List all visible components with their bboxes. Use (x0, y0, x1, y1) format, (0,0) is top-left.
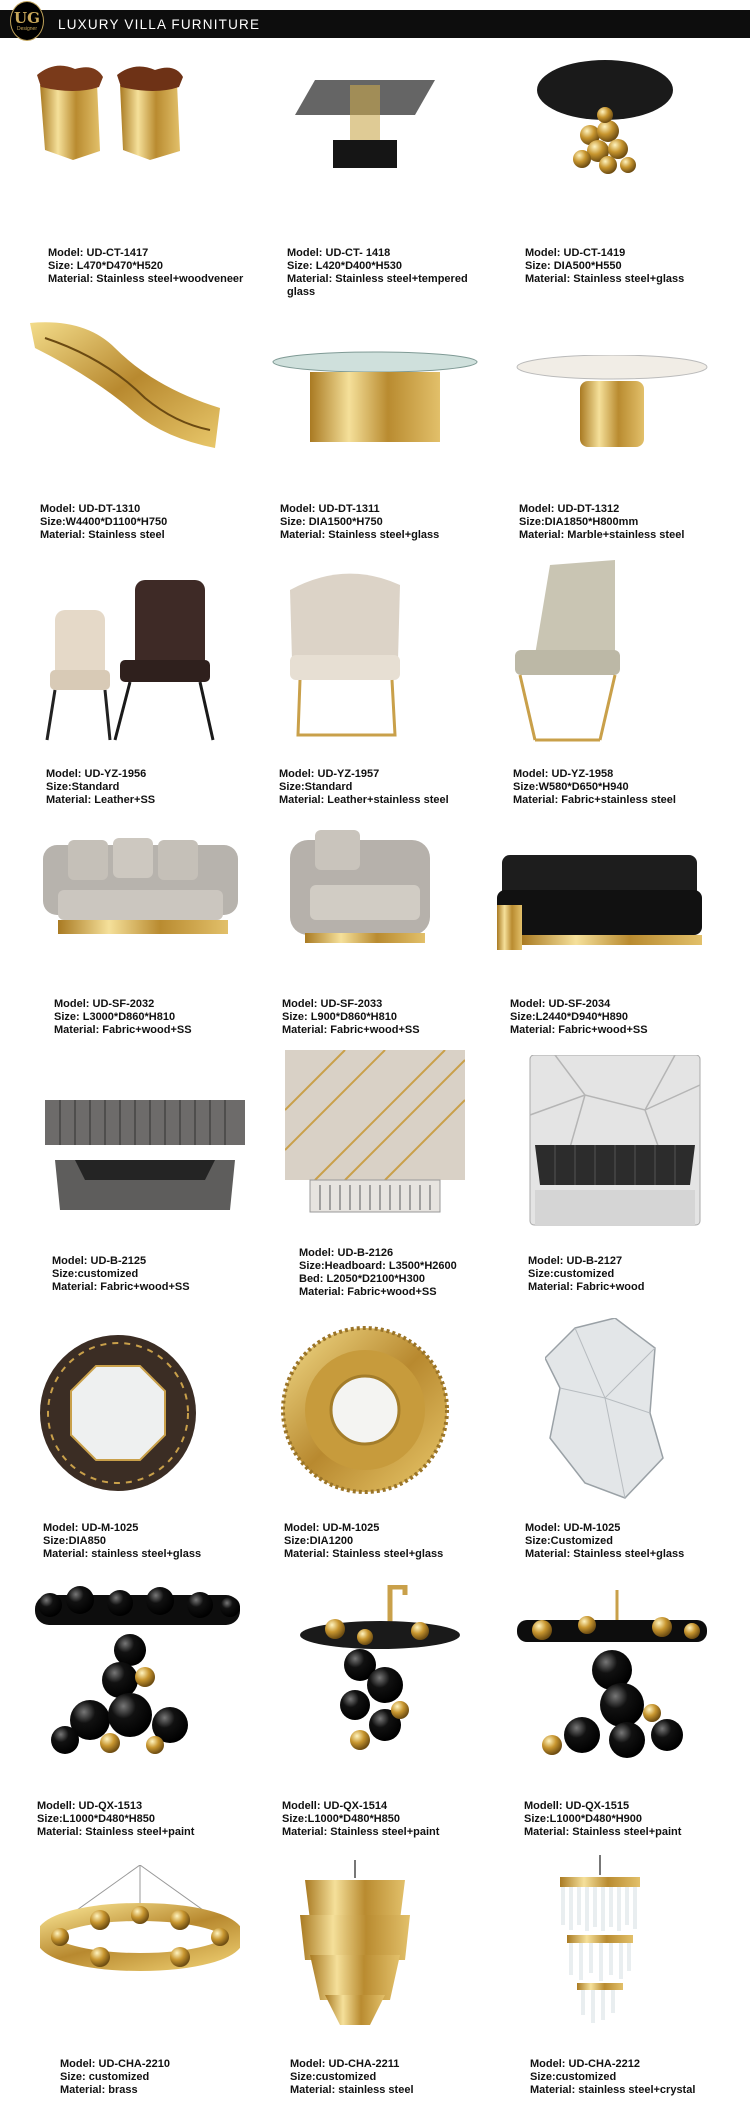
model-number: Model: UD-CT-1419 (525, 247, 626, 259)
product-caption (528, 1255, 644, 1294)
model-number: Model: UD-YZ-1956 (46, 768, 147, 780)
product-caption (279, 768, 449, 807)
material-spec: Material: Stainless steel+glass (280, 529, 440, 541)
tiered-chandelier-icon (295, 1860, 415, 2030)
crystal-chandelier-icon (555, 1855, 645, 2035)
side-table-pair-icon (25, 55, 205, 165)
ring-chandelier-icon (40, 1865, 240, 1975)
size-spec: Size:customized (528, 1268, 615, 1280)
product-caption (525, 1522, 684, 1561)
size-spec: Size:customized (52, 1268, 139, 1280)
material-spec: Material: Stainless steel+paint (37, 1826, 195, 1838)
model-number: Model: UD-B-2127 (528, 1255, 623, 1267)
product-caption (513, 768, 676, 807)
size-spec: Size:Standard (279, 781, 353, 793)
channel-bed-icon (45, 1090, 245, 1220)
material-spec: Material: Fabric+wood (528, 1281, 645, 1293)
size-spec: Size:Customized (525, 1535, 614, 1547)
size-spec: Size: L900*D860*H810 (282, 1011, 397, 1023)
model-number: Model: UD-DT-1312 (519, 503, 620, 515)
size-spec: Size:DIA1850*H800mm (519, 516, 639, 528)
octagon-mirror-icon (38, 1333, 198, 1493)
product-card (38, 830, 248, 1020)
size-spec: Size:DIA850 (43, 1535, 106, 1547)
size-spec: Size: customized (60, 2071, 150, 2083)
black-sofa-icon (492, 850, 707, 960)
size-spec: Size:Standard (46, 781, 120, 793)
size-spec: Size: DIA1500*H750 (280, 516, 383, 528)
product-caption (530, 2058, 695, 2097)
model-number: Model: UD-SF-2033 (282, 998, 383, 1010)
material-spec: Material: Fabric+wood+SS (299, 1286, 437, 1298)
size-spec: Size:Headboard: L3500*H2600 (299, 1260, 457, 1272)
bubble-console-icon (30, 1585, 245, 1760)
product-caption (60, 2058, 170, 2097)
shard-mirror-icon (545, 1318, 665, 1503)
model-number: Model: UD-YZ-1957 (279, 768, 380, 780)
model-number: Modell: UD-QX-1513 (37, 1800, 143, 1812)
size-spec: Size: L3000*D860*H810 (54, 1011, 176, 1023)
material-spec: Material: Stainless steel+tempered (287, 273, 468, 285)
logo-subtext: Designer (16, 26, 37, 32)
model-number: Model: UD-YZ-1958 (513, 768, 614, 780)
product-caption (525, 247, 684, 286)
material-spec: Material: Fabric+wood+SS (52, 1281, 190, 1293)
panel-bed-icon (285, 1050, 465, 1220)
product-caption (37, 1800, 194, 1839)
material-spec: Material: Stainless steel+glass (525, 1548, 685, 1560)
product-caption (43, 1522, 201, 1561)
model-number: Model: UD-CT-1417 (48, 247, 149, 259)
material-spec: Material: Stainless steel+woodveneer (48, 273, 244, 285)
material-spec: Material: stainless steel+crystal (530, 2084, 696, 2096)
size-spec: Size:customized (290, 2071, 377, 2083)
product-caption (52, 1255, 190, 1294)
material-spec: Material: Fabric+wood+SS (54, 1024, 192, 1036)
size-spec: Size:DIA1200 (284, 1535, 354, 1547)
model-number: Modell: UD-QX-1514 (282, 1800, 388, 1812)
model-number: Model: UD-CHA-2212 (530, 2058, 641, 2070)
product-card (290, 1585, 480, 1820)
model-number: Model: UD-DT-1311 (280, 503, 380, 515)
product-caption (282, 1800, 439, 1839)
material-spec: Material: Fabric+wood+SS (510, 1024, 648, 1036)
velvet-chair-icon (505, 560, 635, 750)
product-caption (48, 247, 243, 286)
product-card (520, 55, 700, 265)
product-caption (290, 2058, 414, 2097)
product-caption (282, 998, 420, 1037)
material-spec: Material: Stainless steel+glass (525, 273, 685, 285)
size-spec: Size:customized (530, 2071, 617, 2083)
product-card (30, 1585, 245, 1820)
material-spec: Material: Stainless steel+paint (524, 1826, 682, 1838)
material-spec: Material: stainless steel (290, 2084, 414, 2096)
model-number: Model: UD-CHA-2211 (290, 2058, 400, 2070)
material-spec-cont: glass (287, 286, 316, 298)
product-card (40, 1865, 240, 2075)
leather-chairs-icon (45, 575, 230, 745)
sphere-side-table-icon (520, 55, 690, 175)
model-number: Model: UD-B-2126 (299, 1247, 394, 1259)
material-spec: Material: Stainless steel (40, 529, 165, 541)
material-spec: Material: brass (60, 2084, 138, 2096)
bubble-washbasin-icon (290, 1585, 470, 1760)
material-spec: Material: stainless steel+glass (43, 1548, 202, 1560)
product-caption (524, 1800, 681, 1839)
material-spec: Material: Marble+stainless steel (519, 529, 685, 541)
product-card (512, 1585, 717, 1820)
round-glass-dining-table-icon (270, 350, 480, 460)
model-number: Modell: UD-QX-1515 (524, 1800, 630, 1812)
glass-side-table-icon (285, 55, 445, 170)
product-card (295, 1860, 465, 2075)
material-spec: Material: Stainless steel+paint (282, 1826, 440, 1838)
bubble-vanity-icon (512, 1585, 712, 1760)
model-number: Model: UD-DT-1310 (40, 503, 141, 515)
product-card (285, 825, 445, 1020)
size-spec: Size: L420*D400*H530 (287, 260, 402, 272)
product-card (285, 55, 465, 265)
sunburst-mirror-icon (280, 1325, 450, 1495)
model-number: Model: UD-M-1025 (525, 1522, 621, 1534)
brand-logo (10, 1, 44, 41)
model-number: Model: UD-CHA-2210 (60, 2058, 171, 2070)
size-spec: Size:L1000*D480*H850 (37, 1813, 156, 1825)
product-caption (519, 503, 684, 542)
model-number: Model: UD-CT- 1418 (287, 247, 391, 259)
product-caption (280, 503, 439, 542)
material-spec: Material: Leather+SS (46, 794, 156, 806)
size-spec: Size: DIA500*H550 (525, 260, 622, 272)
banner-title: LUXURY VILLA FURNITURE (58, 17, 261, 32)
model-number: Model: UD-SF-2032 (54, 998, 155, 1010)
size-spec: Size: L470*D470*H520 (48, 260, 163, 272)
model-number: Model: UD-SF-2034 (510, 998, 611, 1010)
product-caption (299, 1247, 457, 1299)
product-card (492, 850, 712, 1020)
size-spec: Size:L1000*D480*H900 (524, 1813, 643, 1825)
marble-dining-table-icon (515, 355, 710, 455)
model-number: Model: UD-B-2125 (52, 1255, 147, 1267)
product-caption (510, 998, 648, 1037)
size-spec: Size:L2440*D940*H890 (510, 1011, 629, 1023)
model-number: Model: UD-M-1025 (43, 1522, 139, 1534)
organic-dining-table-icon (25, 318, 225, 458)
grey-sofa-icon (38, 830, 243, 960)
product-card (25, 55, 205, 265)
material-spec: Material: Fabric+stainless steel (513, 794, 676, 806)
header-banner (0, 10, 750, 38)
white-bed-icon (525, 1055, 705, 1230)
product-caption (40, 503, 167, 542)
material-spec: Material: Stainless steel+glass (284, 1548, 444, 1560)
size-spec: Size:W580*D650*H940 (513, 781, 629, 793)
size-spec: Size:L1000*D480*H850 (282, 1813, 401, 1825)
product-card (555, 1855, 715, 2075)
model-number: Model: UD-M-1025 (284, 1522, 380, 1534)
product-caption (287, 247, 468, 299)
bed-size-spec: Bed: L2050*D2100*H300 (299, 1273, 425, 1285)
curved-armchair-icon (280, 565, 410, 745)
product-caption (284, 1522, 443, 1561)
size-spec: Size:W4400*D1100*H750 (40, 516, 168, 528)
grey-armchair-icon (285, 825, 435, 960)
product-caption (54, 998, 192, 1037)
material-spec: Material: Leather+stainless steel (279, 794, 449, 806)
logo-mark: UG (14, 9, 40, 27)
material-spec: Material: Fabric+wood+SS (282, 1024, 420, 1036)
product-caption (46, 768, 155, 807)
